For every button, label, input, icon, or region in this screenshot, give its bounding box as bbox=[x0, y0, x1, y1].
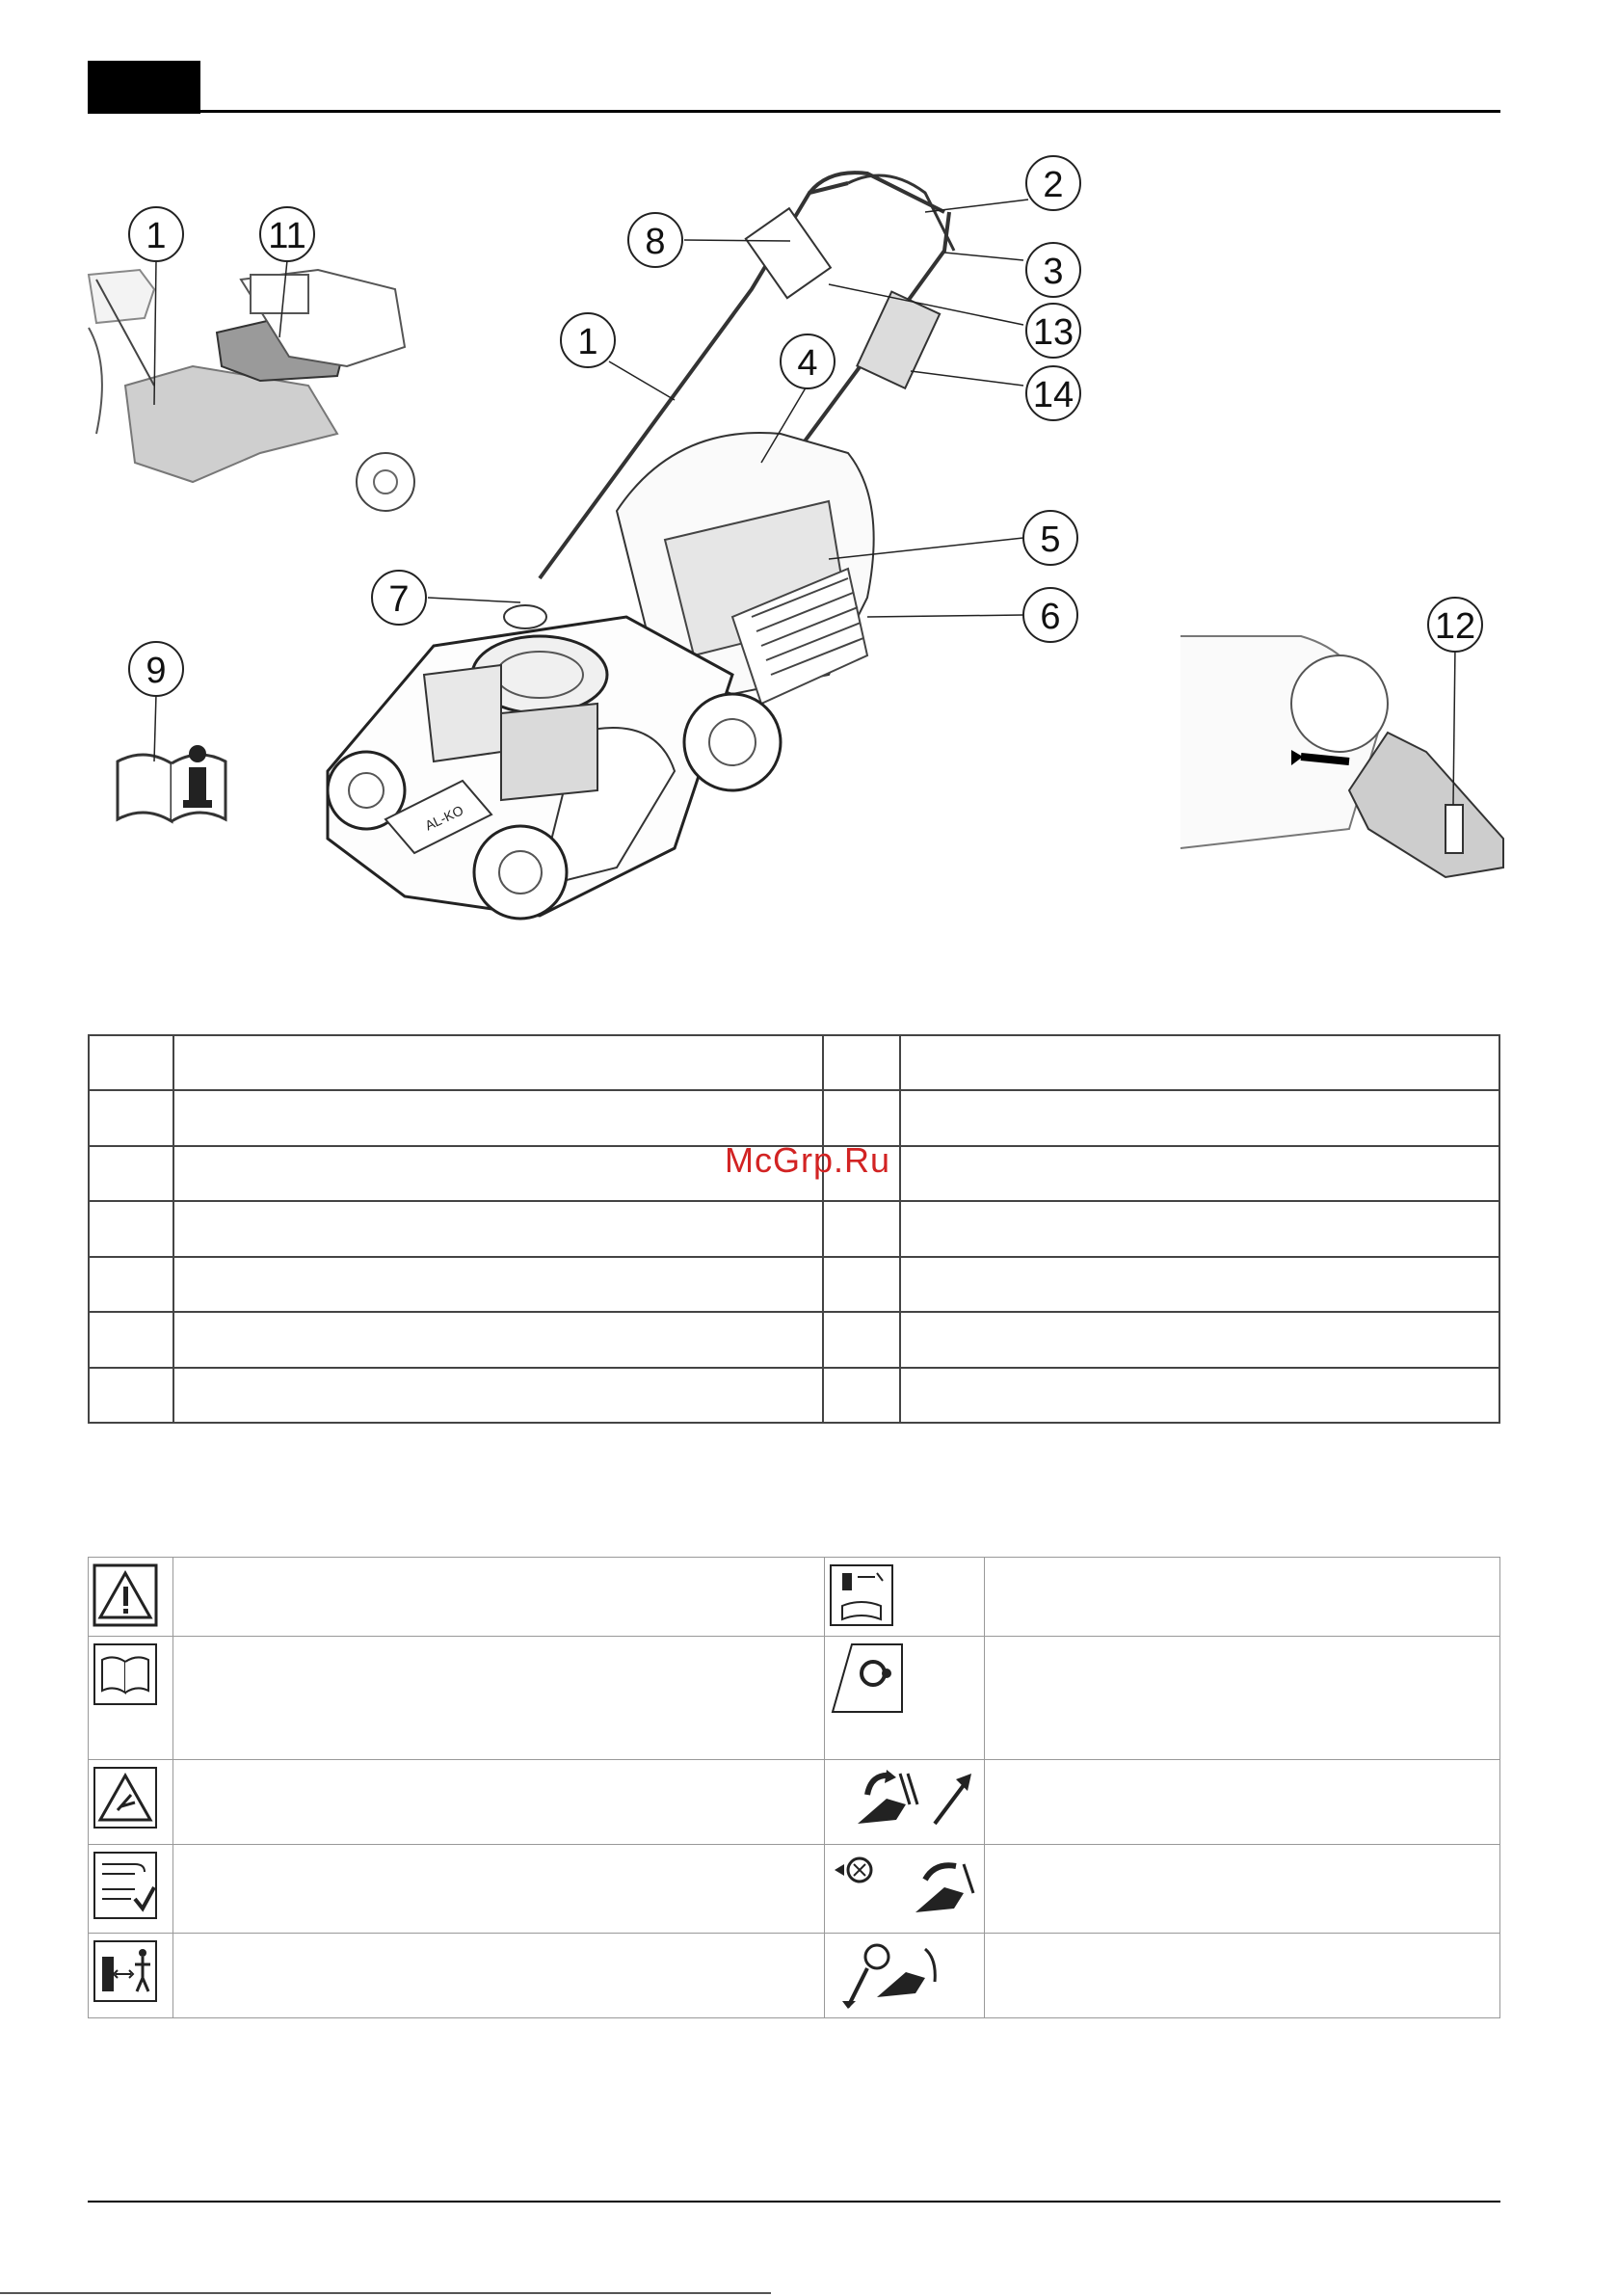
callout-1-inset bbox=[129, 207, 183, 261]
brand-logo-text: AL-KO bbox=[422, 802, 466, 834]
brake-lever-start-icon bbox=[829, 1766, 983, 1839]
callout-1-main bbox=[561, 313, 615, 367]
grass-catcher-inset bbox=[89, 270, 414, 511]
parts-table bbox=[88, 1034, 1500, 1424]
callout-8 bbox=[628, 213, 682, 267]
svg-text:8: 8 bbox=[645, 222, 666, 262]
drive-release-icon bbox=[829, 1939, 983, 2013]
svg-text:2: 2 bbox=[1043, 165, 1064, 205]
manual-info-symbol bbox=[118, 745, 225, 821]
svg-text:1: 1 bbox=[146, 216, 167, 256]
ignition-key-icon bbox=[829, 1642, 906, 1716]
svg-text:11: 11 bbox=[268, 216, 306, 256]
callout-2 bbox=[1026, 156, 1080, 210]
callout-5 bbox=[1023, 511, 1077, 565]
table-row bbox=[89, 1934, 1500, 2018]
svg-text:7: 7 bbox=[388, 579, 410, 620]
table-row bbox=[89, 1201, 1499, 1256]
keep-distance-person-icon bbox=[93, 1939, 160, 2005]
disconnect-spark-plug-manual-icon bbox=[829, 1563, 896, 1629]
warning-triangle-icon bbox=[93, 1563, 160, 1629]
svg-text:1: 1 bbox=[577, 322, 598, 362]
drive-engage-icon bbox=[829, 1851, 983, 1928]
table-row bbox=[89, 1760, 1500, 1845]
watermark: McGrp.Ru bbox=[725, 1140, 891, 1180]
table-row bbox=[89, 1558, 1500, 1637]
handle-grip-check-icon bbox=[93, 1851, 160, 1920]
symbols-table bbox=[88, 1557, 1500, 2018]
callout-4 bbox=[781, 334, 835, 388]
callout-13 bbox=[1026, 304, 1080, 358]
callout-6 bbox=[1023, 588, 1077, 642]
table-row bbox=[89, 1312, 1499, 1367]
svg-text:3: 3 bbox=[1043, 252, 1064, 292]
svg-text:14: 14 bbox=[1032, 375, 1074, 415]
svg-text:5: 5 bbox=[1040, 520, 1061, 560]
svg-text:9: 9 bbox=[146, 651, 167, 691]
callout-7 bbox=[372, 571, 426, 625]
table-row bbox=[89, 1637, 1500, 1760]
lawn-mower-illustration bbox=[328, 173, 954, 919]
callout-12 bbox=[1428, 598, 1482, 652]
callout-9 bbox=[129, 642, 183, 696]
footer-rule bbox=[88, 2201, 1500, 2203]
svg-text:13: 13 bbox=[1032, 312, 1074, 353]
callout-14 bbox=[1026, 366, 1080, 420]
svg-text:12: 12 bbox=[1434, 606, 1476, 647]
bottom-edge-rule bbox=[0, 2292, 771, 2294]
table-row bbox=[89, 1257, 1499, 1312]
table-row bbox=[89, 1035, 1499, 1090]
illustration-area bbox=[0, 0, 1618, 964]
table-row bbox=[89, 1368, 1499, 1423]
open-book-icon bbox=[93, 1642, 160, 1708]
callout-3 bbox=[1026, 243, 1080, 297]
table-row bbox=[89, 1845, 1500, 1934]
callout-11 bbox=[260, 207, 314, 261]
svg-text:6: 6 bbox=[1040, 597, 1061, 637]
svg-text:4: 4 bbox=[797, 343, 818, 384]
table-row bbox=[89, 1090, 1499, 1145]
hand-blade-hazard-icon bbox=[93, 1766, 160, 1831]
